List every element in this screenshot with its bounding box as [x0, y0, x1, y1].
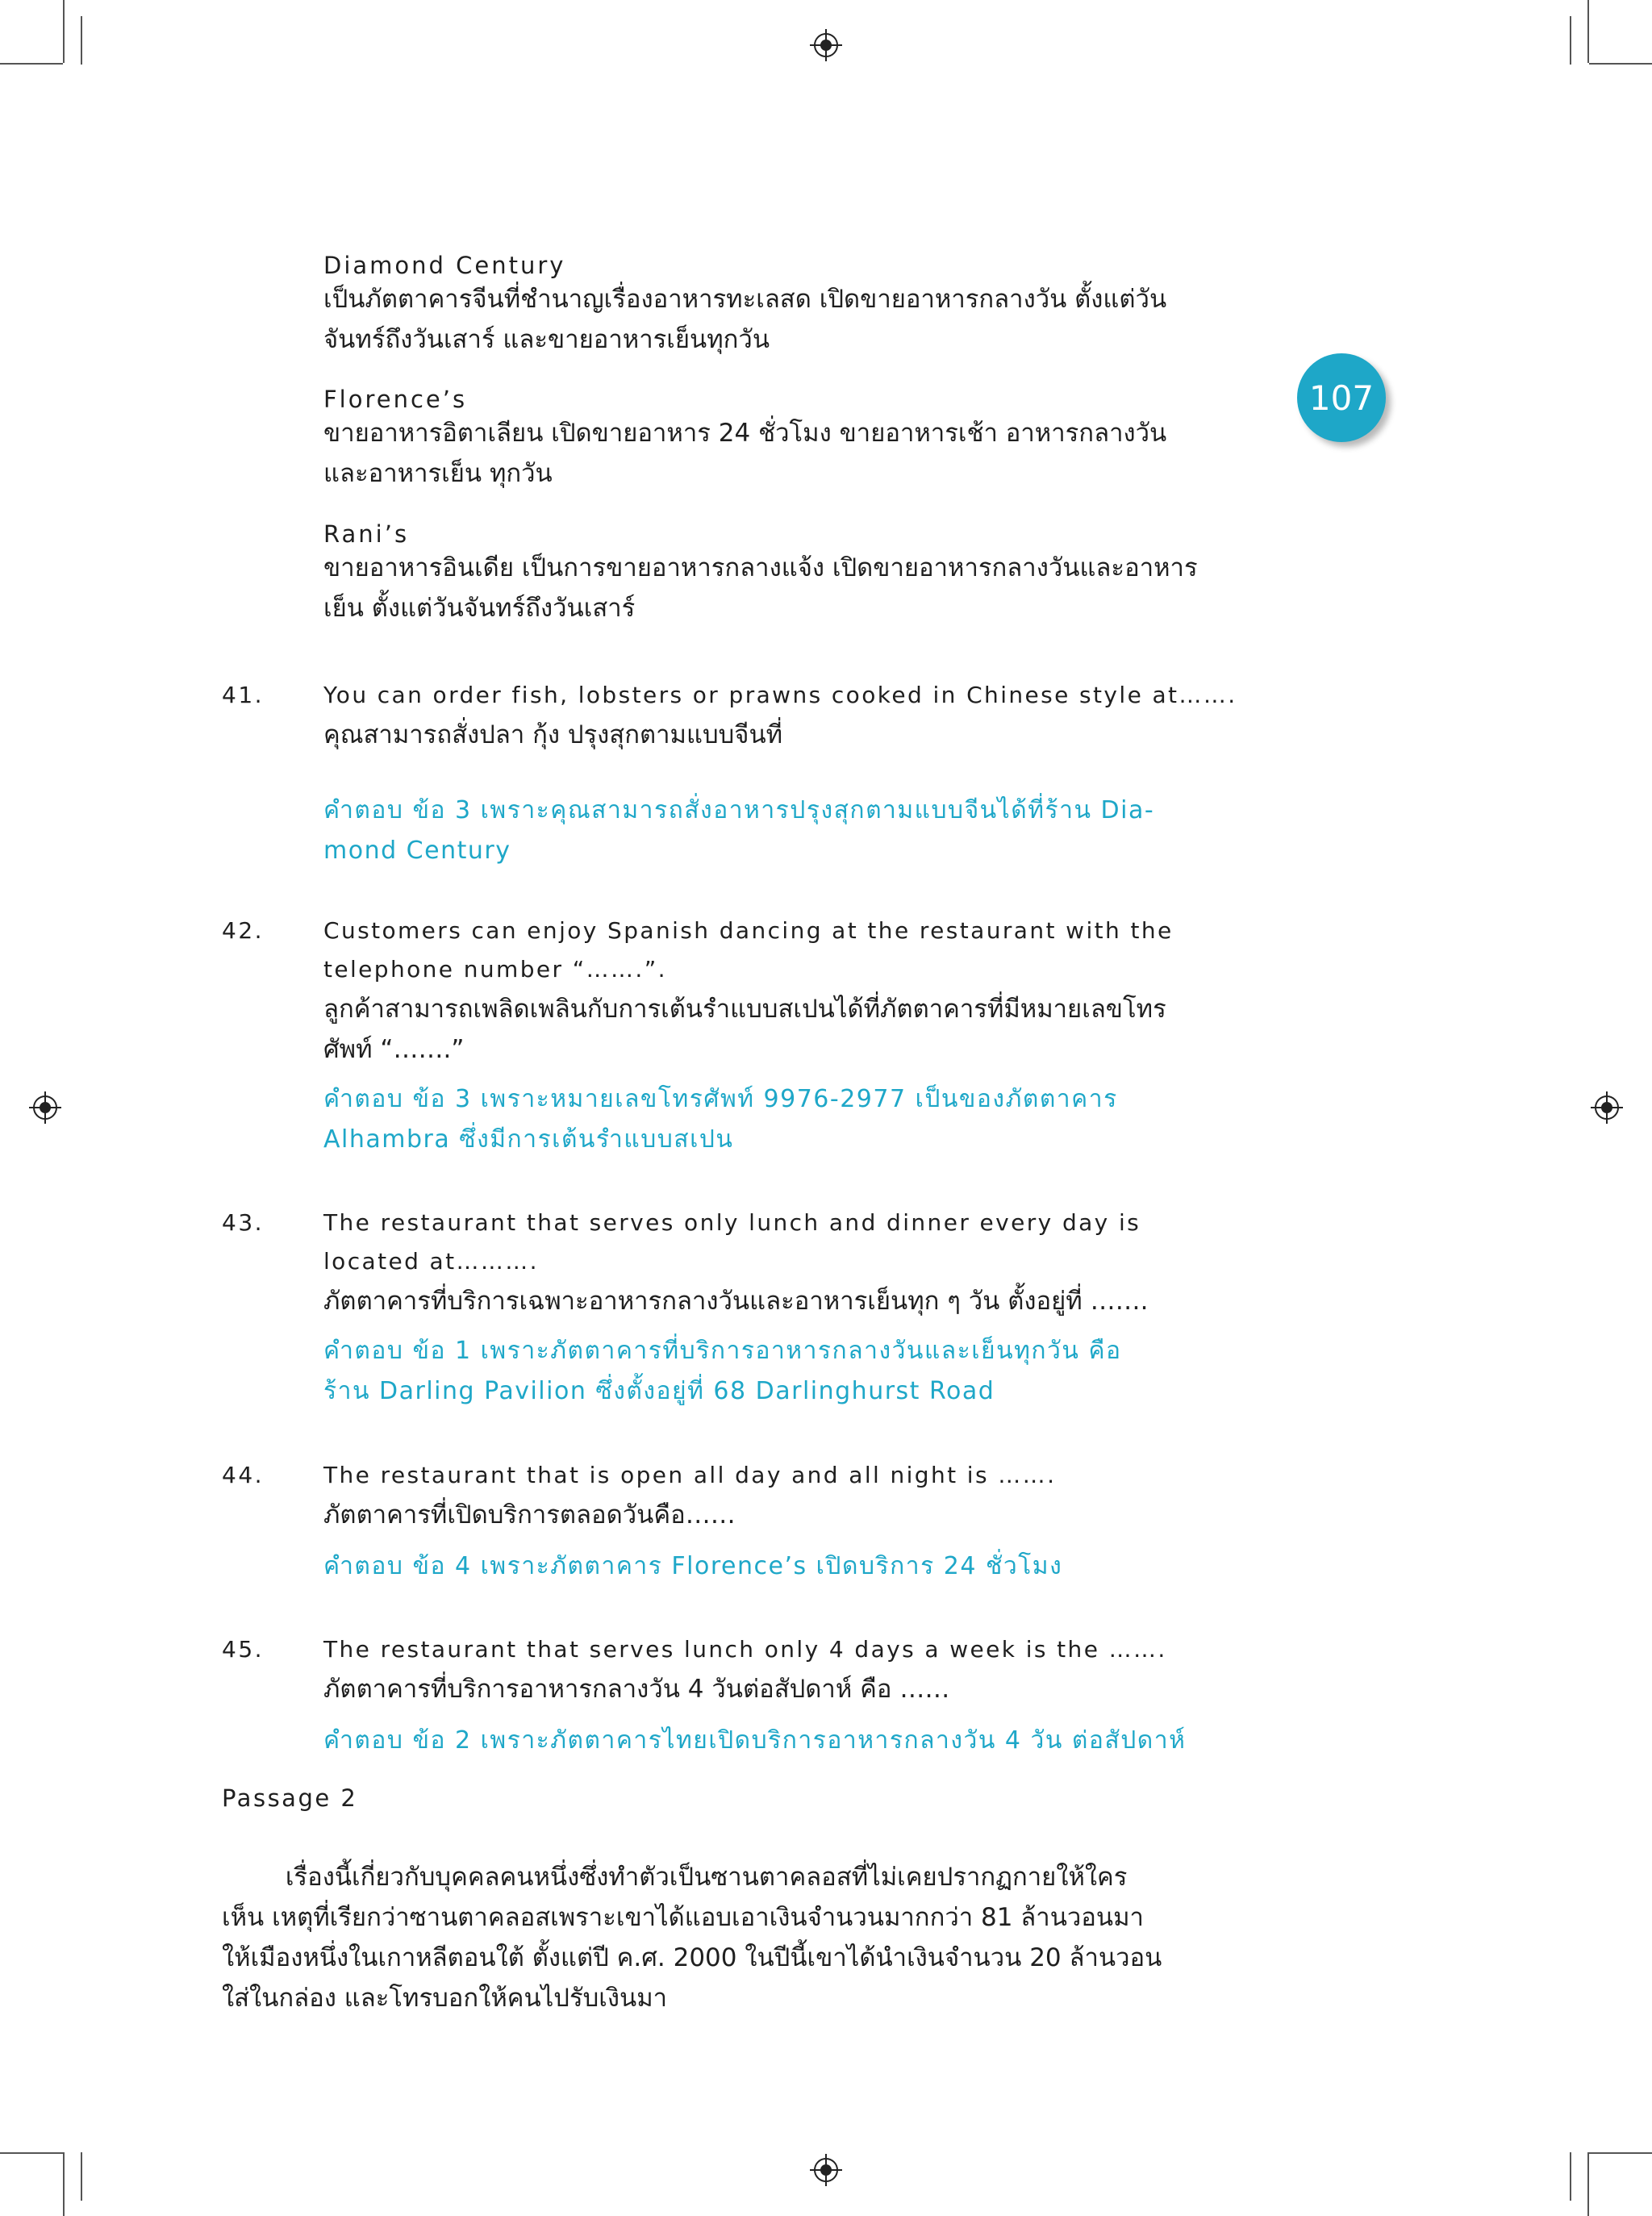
registration-mark-icon: [810, 29, 842, 61]
answer-line: คำตอบ ข้อ 2 เพราะภัตตาคารไทยเปิดบริการอาหารกลางวัน 4 วัน ต่อสัปดาห์: [323, 1726, 1187, 1755]
registration-mark-icon: [1591, 1091, 1623, 1124]
crop-mark: [1570, 16, 1571, 65]
question-text-en: The restaurant that serves lunch only 4 days a week is the …….: [323, 1636, 1167, 1663]
passage-title: Passage 2: [222, 1784, 358, 1812]
answer-line: Alhambra ซึ่งมีการเต้นรำแบบสเปน: [323, 1125, 734, 1154]
restaurant-description-line: และอาหารเย็น ทุกวัน: [323, 459, 553, 488]
page-number: 107: [1308, 378, 1375, 418]
question-text-en: located at……….: [323, 1248, 539, 1275]
answer-line: mond Century: [323, 837, 511, 865]
crop-mark: [1589, 2152, 1652, 2154]
restaurant-name: Florence’s: [323, 386, 468, 413]
restaurant-description-line: เป็นภัตตาคารจีนที่ชำนาญเรื่องอาหารทะเลสด เปิดขายอาหารกลางวัน ตั้งแต่วัน: [323, 285, 1167, 314]
question-number: 45.: [222, 1636, 265, 1663]
page-number-badge: [1297, 353, 1386, 442]
answer-line: ร้าน Darling Pavilion ซึ่งตั้งอยู่ที่ 68 Darlinghurst Road: [323, 1377, 995, 1405]
passage-line: เห็น เหตุที่เรียกว่าซานตาคลอสเพราะเขาได้แอบเอาเงินจำนวนมากกว่า 81 ล้านวอนมา: [222, 1903, 1144, 1932]
question-number: 41.: [222, 682, 265, 708]
restaurant-description-line: จันทร์ถึงวันเสาร์ และขายอาหารเย็นทุกวัน: [323, 325, 770, 354]
question-text-th: ภัตตาคารที่บริการเฉพาะอาหารกลางวันและอาหารเย็นทุก ๆ วัน ตั้งอยู่ที่ …….: [323, 1287, 1149, 1316]
question-text-th: คุณสามารถสั่งปลา กุ้ง ปรุงสุกตามแบบจีนที่: [323, 720, 783, 749]
passage-line: เรื่องนี้เกี่ยวกับบุคคลคนหนึ่งซึ่งทำตัวเป็นซานตาคลอสที่ไม่เคยปรากฏกายให้ใคร: [222, 1863, 1128, 1892]
crop-mark: [0, 63, 63, 65]
question-number: 43.: [222, 1209, 265, 1236]
question-text-en: The restaurant that is open all day and all night is …….: [323, 1462, 1057, 1488]
crop-mark: [1589, 63, 1652, 65]
crop-mark: [81, 16, 82, 65]
restaurant-entry: [323, 520, 1198, 628]
question-text-th: ศัพท์ “…….”: [323, 1035, 465, 1064]
restaurant-entry: [323, 386, 1166, 494]
crop-mark: [1587, 0, 1589, 63]
question-text-en: The restaurant that serves only lunch and dinner every day is: [323, 1209, 1141, 1236]
crop-mark: [1570, 2152, 1571, 2201]
question-43: [323, 1204, 1148, 1412]
crop-mark: [1587, 2152, 1589, 2216]
restaurant-description-line: ขายอาหารอิตาเลียน เปิดขายอาหาร 24 ชั่วโมง ขายอาหารเช้า อาหารกลางวัน: [323, 419, 1167, 448]
question-text-en: telephone number “…….”.: [323, 956, 667, 983]
restaurant-description-line: เย็น ตั้งแต่วันจันทร์ถึงวันเสาร์: [323, 594, 636, 623]
restaurant-description-line: ขายอาหารอินเดีย เป็นการขายอาหารกลางแจ้ง เปิดขายอาหารกลางวันและอาหาร: [323, 553, 1198, 582]
crop-mark: [81, 2152, 82, 2201]
answer-line: คำตอบ ข้อ 1 เพราะภัตตาคารที่บริการอาหารกลางวันและเย็นทุกวัน คือ: [323, 1337, 1122, 1365]
crop-mark: [0, 2152, 63, 2154]
passage-line: ให้เมืองหนึ่งในเกาหลีตอนใต้ ตั้งแต่ปี ค.ศ. 2000 ในปีนี้เขาได้นำเงินจำนวน 20 ล้านวอน: [222, 1943, 1162, 1972]
registration-mark-icon: [810, 2154, 842, 2186]
question-text-en: Customers can enjoy Spanish dancing at the restaurant with the: [323, 917, 1174, 944]
crop-mark: [63, 0, 65, 63]
question-number: 44.: [222, 1462, 265, 1488]
question-45: [323, 1630, 1186, 1761]
question-42: [323, 912, 1174, 1160]
restaurant-name: Rani’s: [323, 520, 410, 548]
question-41: [323, 676, 1237, 871]
question-number: 42.: [222, 917, 265, 944]
passage-paragraph: [222, 1857, 1210, 2018]
passage-line: ใส่ในกล่อง และโทรบอกให้คนไปรับเงินมา: [222, 1984, 668, 2013]
question-text-en: You can order fish, lobsters or prawns cooked in Chinese style at…….: [323, 682, 1237, 708]
question-44: [323, 1456, 1062, 1587]
answer-line: คำตอบ ข้อ 3 เพราะคุณสามารถสั่งอาหารปรุงสุกตามแบบจีนได้ที่ร้าน Dia-: [323, 796, 1155, 824]
answer-line: คำตอบ ข้อ 3 เพราะหมายเลขโทรศัพท์ 9976-2977 เป็นของภัตตาคาร: [323, 1085, 1118, 1113]
answer-line: คำตอบ ข้อ 4 เพราะภัตตาคาร Florence’s เปิดบริการ 24 ชั่วโมง: [323, 1552, 1063, 1580]
question-text-th: ภัตตาคารที่เปิดบริการตลอดวันคือ……: [323, 1500, 736, 1529]
question-text-th: ลูกค้าสามารถเพลิดเพลินกับการเต้นรำแบบสเปนได้ที่ภัตตาคารที่มีหมายเลขโทร: [323, 995, 1166, 1024]
restaurant-entry: [323, 252, 1166, 360]
question-text-th: ภัตตาคารที่บริการอาหารกลางวัน 4 วันต่อสัปดาห์ คือ ……: [323, 1675, 950, 1704]
crop-mark: [63, 2152, 65, 2216]
restaurant-name: Diamond Century: [323, 252, 566, 279]
registration-mark-icon: [29, 1091, 61, 1124]
